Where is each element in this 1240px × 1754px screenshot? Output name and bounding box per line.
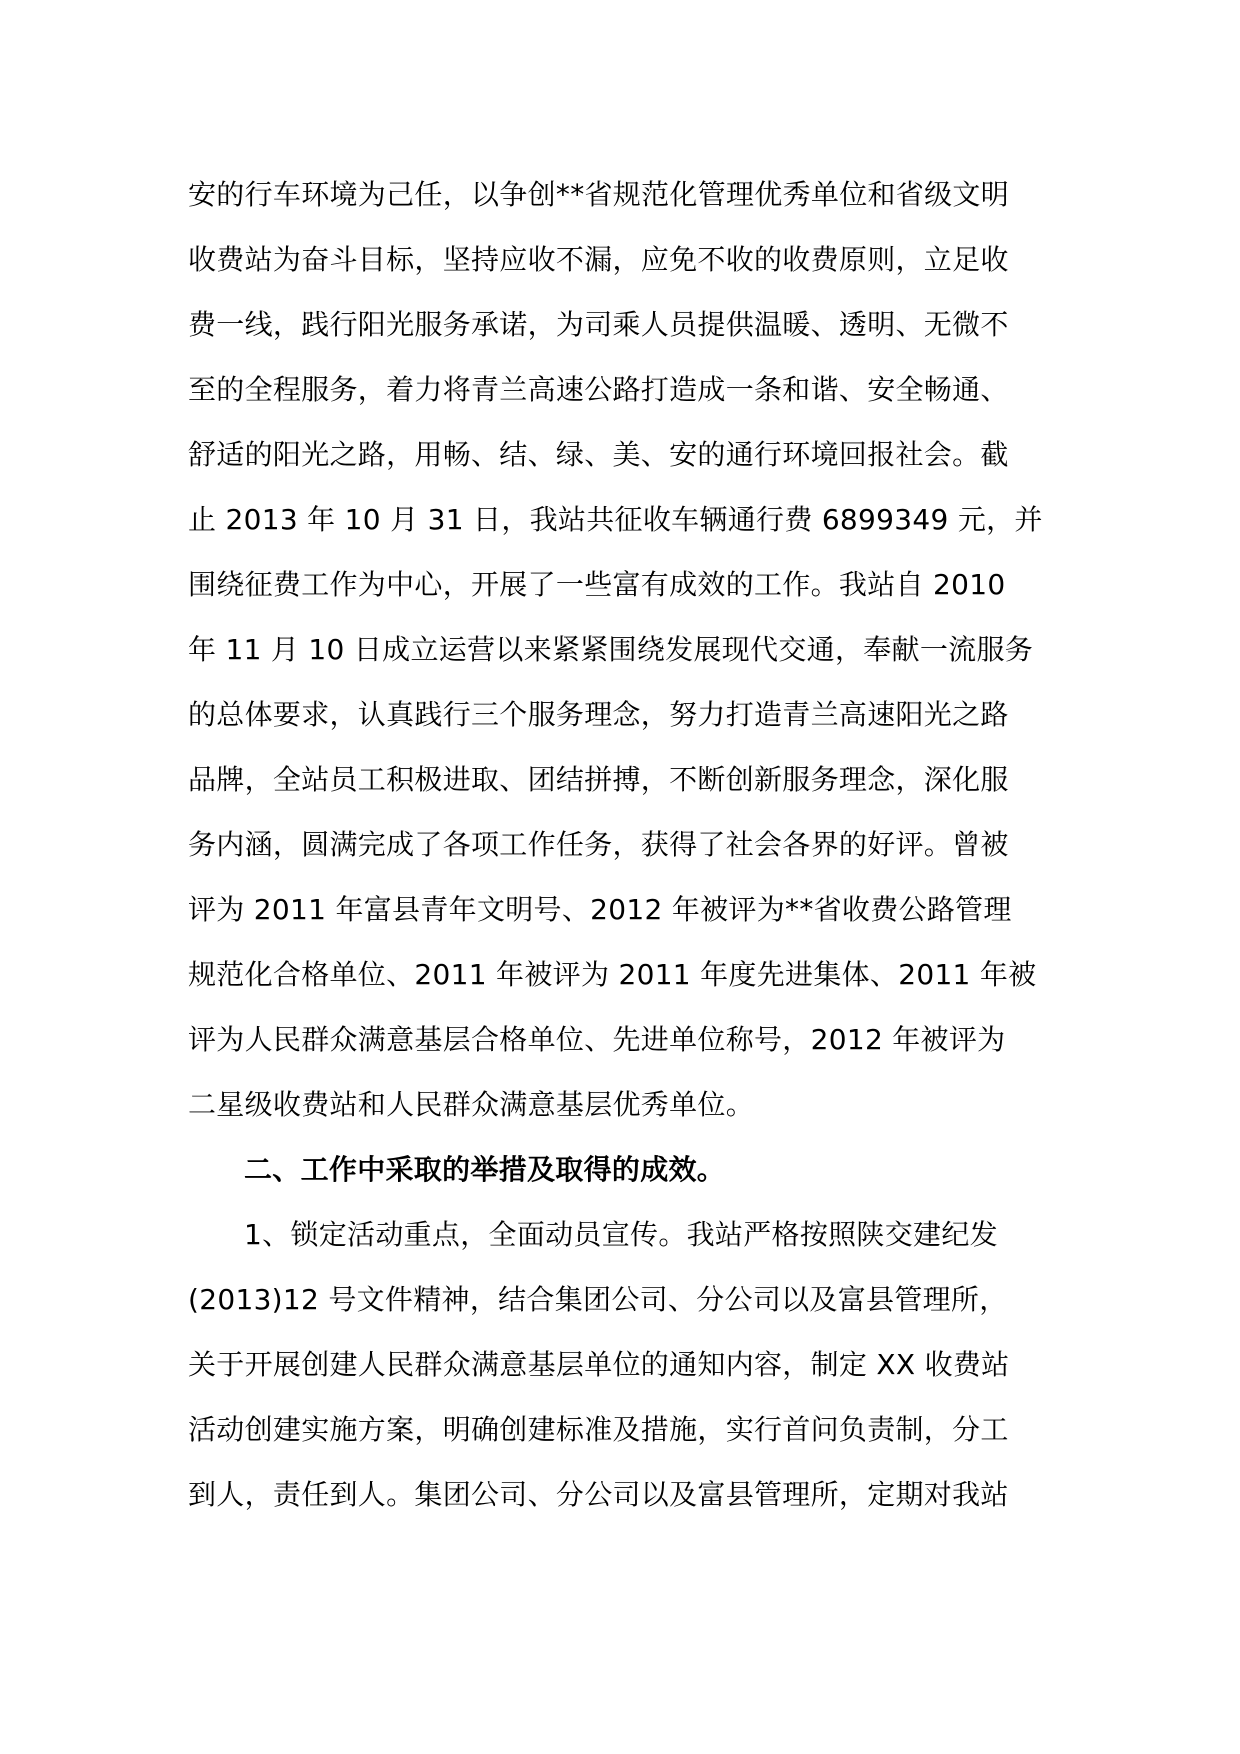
paragraph-line: 止 2013 年 10 月 31 日，我站共征收车辆通行费 6899349 元，并 (188, 503, 1043, 536)
paragraph-line: 收费站为奋斗目标，坚持应收不漏，应免不收的收费原则，立足收 (188, 243, 1009, 276)
section-paragraph-line: 到人，责任到人。集团公司、分公司以及富县管理所，定期对我站 (188, 1478, 1009, 1511)
paragraph-line: 评为 2011 年富县青年文明号、2012 年被评为**省收费公路管理 (188, 893, 1012, 926)
paragraph-line: 二星级收费站和人民群众满意基层优秀单位。 (188, 1088, 755, 1121)
section-paragraph-line: (2013)12 号文件精神，结合集团公司、分公司以及富县管理所， (188, 1283, 1008, 1316)
section-paragraph-line: 关于开展创建人民群众满意基层单位的通知内容，制定 XX 收费站 (188, 1348, 1010, 1381)
document-body (188, 162, 1068, 1527)
paragraph-line: 务内涵，圆满完成了各项工作任务，获得了社会各界的好评。曾被 (188, 828, 1009, 861)
section-heading: 二、工作中采取的举措及取得的成效。 (244, 1153, 726, 1186)
section-paragraph-line: 1、锁定活动重点，全面动员宣传。我站严格按照陕交建纪发 (244, 1218, 998, 1251)
paragraph-line: 安的行车环境为己任，以争创**省规范化管理优秀单位和省级文明 (188, 178, 1010, 211)
paragraph-line: 评为人民群众满意基层合格单位、先进单位称号，2012 年被评为 (188, 1023, 1006, 1056)
paragraph-line: 规范化合格单位、2011 年被评为 2011 年度先进集体、2011 年被 (188, 958, 1037, 991)
paragraph-line: 的总体要求，认真践行三个服务理念，努力打造青兰高速阳光之路 (188, 698, 1009, 731)
paragraph-line: 舒适的阳光之路，用畅、结、绿、美、安的通行环境回报社会。截 (188, 438, 1009, 471)
paragraph-line: 至的全程服务，着力将青兰高速公路打造成一条和谐、安全畅通、 (188, 373, 1009, 406)
paragraph-line: 年 11 月 10 日成立运营以来紧紧围绕发展现代交通，奉献一流服务 (188, 633, 1034, 666)
paragraph-line: 费一线，践行阳光服务承诺，为司乘人员提供温暖、透明、无微不 (188, 308, 1009, 341)
section-paragraph-line: 活动创建实施方案，明确创建标准及措施，实行首问负责制，分工 (188, 1413, 1009, 1446)
paragraph-line: 品牌，全站员工积极进取、团结拼搏，不断创新服务理念，深化服 (188, 763, 1009, 796)
paragraph-line: 围绕征费工作为中心，开展了一些富有成效的工作。我站自 2010 (188, 568, 1006, 601)
